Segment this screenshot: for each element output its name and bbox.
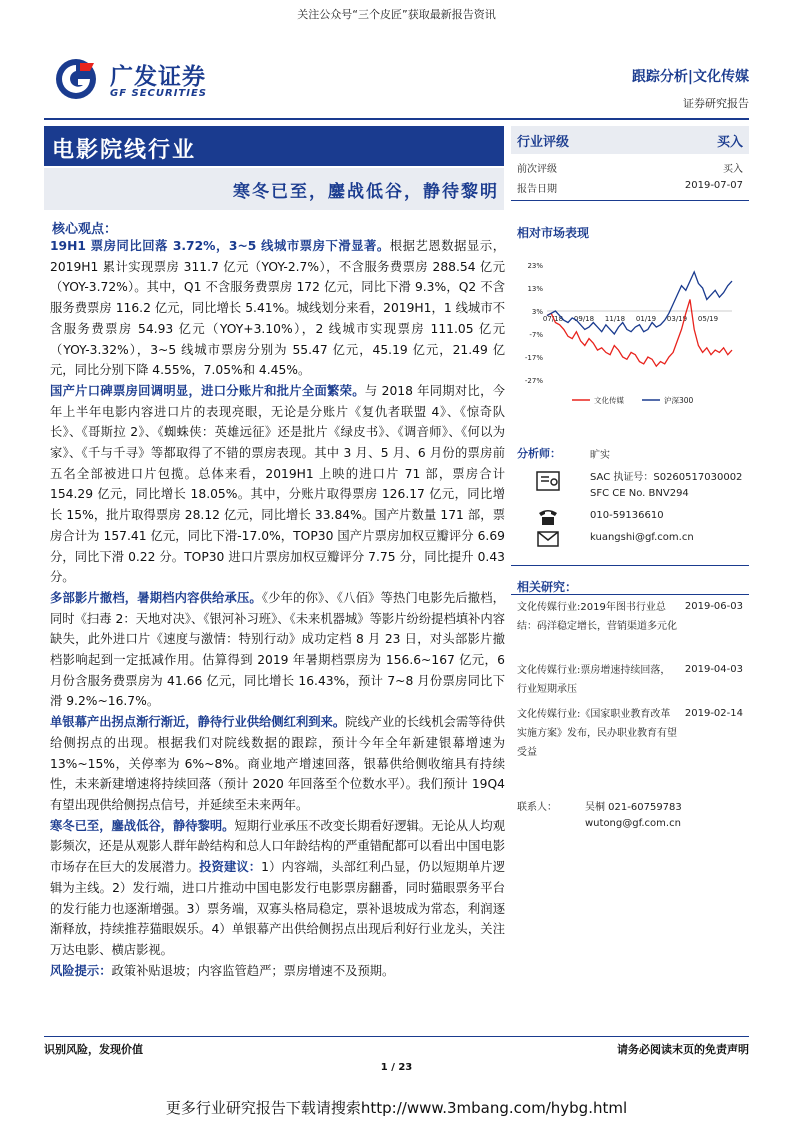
y-tick-label: 3% (531, 308, 543, 316)
contact-email: wutong@gf.com.cn (585, 818, 681, 829)
related-item[interactable]: 文化传媒行业:2019年图书行业总结：码洋稳定增长，营销渠道多元化 (517, 602, 677, 632)
contact-phone: 吴桐 021-60759783 (585, 802, 682, 813)
certificate-icon (535, 470, 561, 492)
core-paragraph (50, 381, 505, 588)
report-date-value: 2019-07-07 (684, 180, 743, 191)
paragraph-lead: 寒冬已至，鏖战低谷，静待黎明。 (50, 818, 235, 833)
report-date-label: 报告日期 (517, 184, 557, 195)
rating-rule (511, 200, 749, 201)
header-rule (44, 118, 749, 120)
paragraph-text: 政策补贴退坡；内容监管趋严；票房增速不及预期。 (111, 963, 395, 978)
footer-rule (44, 1036, 749, 1037)
y-tick-label: -17% (524, 354, 543, 362)
contact-label: 联系人： (517, 802, 557, 813)
analyst-label: 分析师： (517, 447, 561, 460)
related-date: 2019-06-03 (684, 601, 743, 612)
y-tick-label: 23% (527, 262, 543, 270)
phone-icon (535, 505, 561, 527)
paragraph-lead: 19H1 票房同比回落 3.72%，3~5 线城市票房下滑显著。 (50, 239, 390, 253)
legend-label: 沪深300 (664, 396, 694, 405)
related-date: 2019-04-03 (684, 664, 743, 675)
analyst-sfc: SFC CE No. BNV294 (590, 488, 689, 499)
core-paragraph (50, 961, 505, 982)
prev-rating-label: 前次评级 (517, 164, 557, 175)
related-date: 2019-02-14 (684, 708, 743, 719)
legend-label: 文化传媒 (594, 396, 624, 405)
footer-right: 请务必阅读末页的免责声明 (617, 1043, 749, 1056)
core-paragraph (50, 816, 505, 961)
core-paragraph (50, 588, 505, 712)
related-item[interactable]: 文化传媒行业:《国家职业教育改革实施方案》发布，民办职业教育有望受益 (517, 709, 677, 758)
email-icon (535, 528, 561, 550)
core-paragraph (50, 236, 505, 381)
x-tick-label: 07/18 (542, 315, 564, 323)
core-title: 核心观点： (52, 222, 118, 237)
report-subtitle: 寒冬已至，鏖战低谷，静待黎明 (233, 182, 499, 202)
related-rule (511, 594, 749, 595)
related-title: 相关研究： (517, 580, 578, 594)
x-tick-label: 03/19 (666, 315, 688, 323)
series-line (547, 300, 732, 367)
paragraph-lead: 多部影片撤档，暑期档内容供给承压。 (50, 590, 262, 605)
x-tick-label: 09/18 (573, 315, 595, 323)
paragraph-text: 1）内容端，头部红利凸显，仍以短期单片逻辑为主线。2）发行端，进口片推动中国电影发行电影票房翻番，同时猫眼票务平台的发行能力也逐渐增强。3）票务端，双寡头格局稳定，票补退坡成为常态，利润逐渐释放，持续推荐猫眼娱乐。4）单银幕产出供给侧拐点出现后利好行业龙头，关注万达电影、横店影视。 (50, 860, 505, 957)
related-item[interactable]: 文化传媒行业:票房增速持续回落，行业短期承压 (517, 665, 671, 695)
y-tick-label: 13% (527, 285, 543, 293)
analyst-rule (511, 565, 749, 566)
analyst-phone: 010-59136610 (590, 510, 664, 521)
paragraph-lead: 单银幕产出拐点渐行渐近，静待行业供给侧红利到来。 (50, 715, 346, 730)
top-note: 关注公众号“三个皮匠”获取最新报告资讯 (297, 8, 496, 21)
paragraph-text: 根据艺恩数据显示，2019H1 累计实现票房 311.7 亿元（YOY-2.7%），不含服务费票房 288.54 亿元（YOY-3.72%）。其中，Q1 不含服务费票房 172 亿元，同比下滑 9.3%，Q2 不含服务费票房 116.2 亿元，同比增长 5.41%。城线划分来看，2019H1，1 线城市不含服务费票房 54.93 亿元（YOY+3.10%），2 线城市实现票房 111.05 亿元（YOY-3.32%），3~5 线城市票房分别为 55.47 亿元，45.19 亿元，21.49 亿元，同比分别下降 4.55%，7.05%和 4.45%。 (50, 239, 505, 378)
paragraph-lead: 风险提示： (50, 963, 112, 978)
relative-performance-chart (517, 255, 742, 415)
analyst-sac: SAC 执证号：S0260517030002 (590, 472, 743, 483)
analyst-email: kuangshi@gf.com.cn (590, 532, 694, 543)
x-tick-label: 05/19 (697, 315, 719, 323)
paragraph-text: 与 2018 年同期对比，今年上半年电影内容进口片的表现亮眼，无论是分账片《复仇者联盟 4》、《惊奇队长》、《哥斯拉 2》、《蜘蛛侠：英雄远征》还是批片《绿皮书》、《调音师》、《何以为家》、《千与千寻》等都取得了不错的票房表现。其中 3 月、5 月、6 月份的票房前五名全部被进口片包揽。总体来看，2019H1 上映的进口片 71 部，票房合计 154.29 亿元，同比增长 18.05%。其中，分账片取得票房 126.17 亿元，同比增长 15%，批片取得票房 28.12 亿元，同比增长 33.84%。国产片数量 171 部，票房合计为 157.41 亿元，同比下滑-17.0%，TOP30 国产片票房加权豆瓣评分 6.69 分，同比下滑 0.22 分。TOP30 进口片票房加权豆瓣评分 7.75 分，同比提升 0.43 分。 (50, 383, 505, 585)
y-tick-label: -7% (529, 331, 543, 339)
core-paragraph (50, 712, 505, 816)
report-type: 证券研究报告 (683, 97, 749, 110)
x-tick-label: 11/18 (604, 315, 626, 323)
x-tick-label: 01/19 (635, 315, 657, 323)
footer-left: 识别风险，发现价值 (44, 1043, 143, 1056)
industry-title: 电影院线行业 (52, 138, 197, 163)
series-line (547, 272, 732, 334)
y-tick-label: -27% (524, 377, 543, 385)
logo-en-text: GF SECURITIES (110, 88, 208, 99)
page-number: 1 / 23 (380, 1062, 413, 1073)
prev-rating-value: 买入 (723, 164, 743, 175)
paragraph-text: 短期行业承压不改变长期看好逻辑。无论从人均观影频次，还是从观影人群年龄结构和总人口年龄结构的严重错配都可以看出中国电影市场存在巨大的发展潜力。 (50, 818, 506, 875)
rating-label: 行业评级 (517, 135, 570, 150)
bottom-note[interactable]: 更多行业研究报告下载请搜索http://www.3mbang.com/hybg.html (165, 1099, 628, 1117)
paragraph-lead: 国产片口碑票房回调明显，进口分账片和批片全面繁荣。 (50, 383, 365, 398)
paragraph-text: 《少年的你》、《八佰》等热门电影先后撤档，同时《扫毒 2：天地对决》、《银河补习班》、《未来机器城》等影片纷纷提档填补内容缺失，此外进口片《速度与激情：特别行动》成功定档 8 月 23 日，对头部影片撤档影响起到一定抵减作用。估算得到 2019 年暑期档票房为 156.6~167 亿元，6 月份含服务费票房为 41.66 亿元，同比增长 16.43%，预计 7~8 月份票房同比下滑 9.2%~16.7%。 (50, 590, 505, 709)
report-category: 跟踪分析|文化传媒 (631, 69, 749, 85)
paragraph-lead: 投资建议： (199, 860, 262, 875)
logo-cn-text: 广发证券 (110, 64, 206, 90)
market-title: 相对市场表现 (517, 226, 590, 240)
core-body (50, 236, 505, 981)
paragraph-text: 院线产业的长线机会需等待供给侧拐点的出现。根据我们对院线数据的跟踪，预计今年全年新建银幕增速为 13%~15%，关停率为 6%~8%。商业地产增速回落，银幕供给侧收缩具有持续性，未来新建增速将持续回落（预计 2020 年回落至个位数水平）。我们预计 19Q4 有望出现供给侧拐点信号，并延续至未来两年。 (50, 715, 506, 812)
analyst-name: 旷实 (590, 450, 610, 461)
rating-value: 买入 (716, 135, 743, 150)
